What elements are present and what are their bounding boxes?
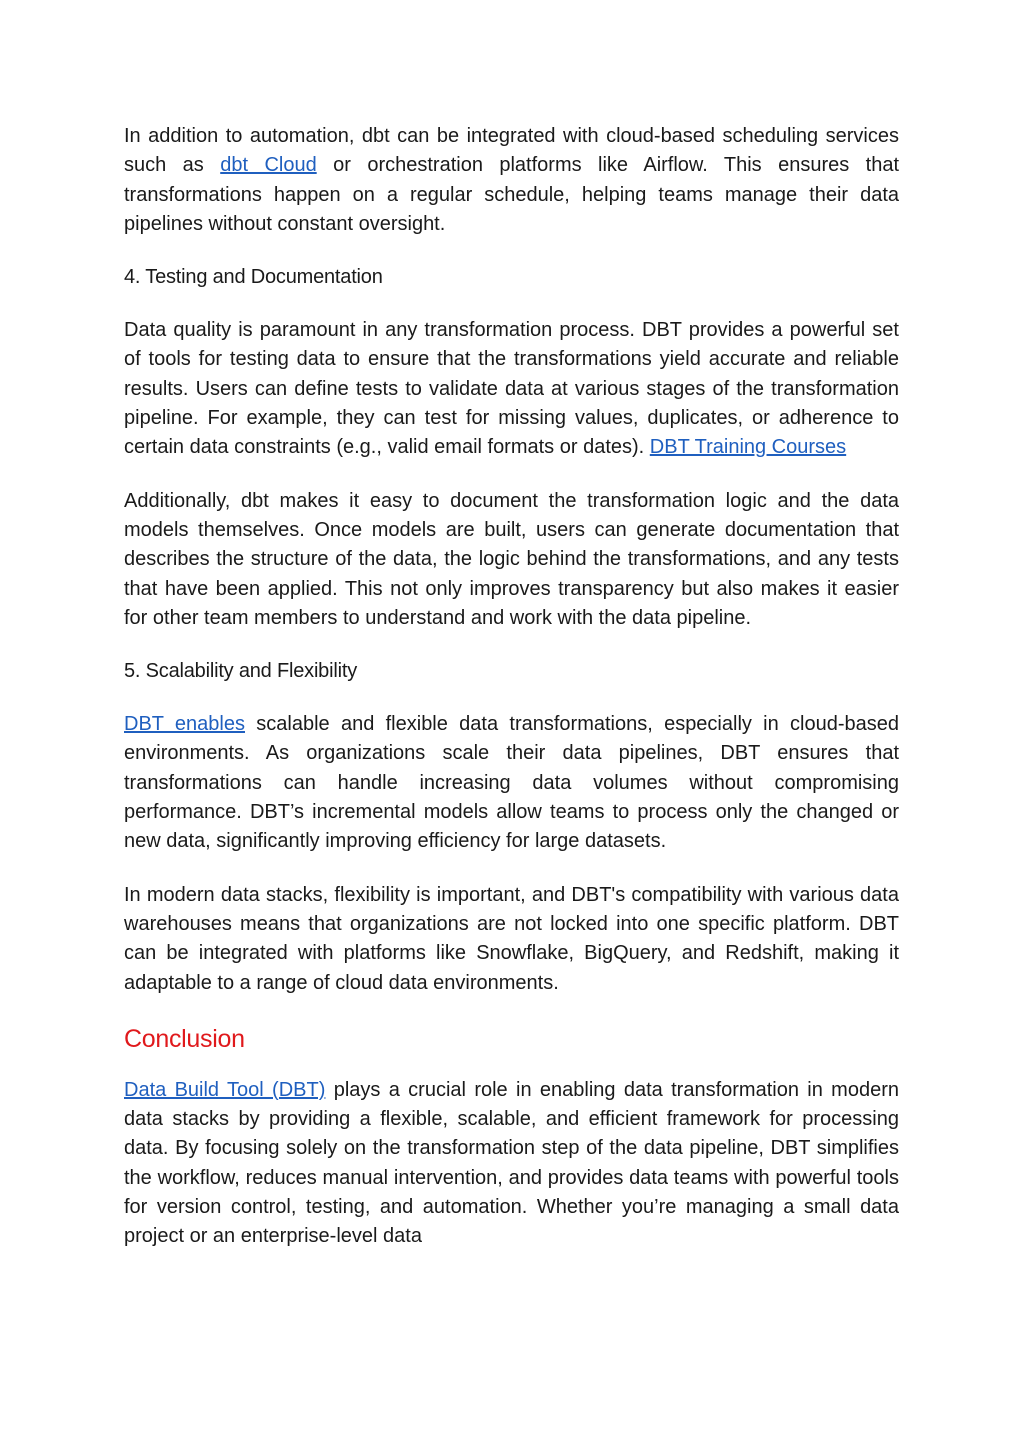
document-page (124, 122, 899, 1276)
dbt-cloud-link[interactable]: dbt Cloud (220, 154, 317, 177)
paragraph-text: or orchestration platforms like Airflow. This ensures that transformations happen on a regular schedule, helping teams manage their data pipelines without constant oversight. (124, 154, 900, 235)
paragraph-text: In addition to automation, dbt can be integrated with cloud-based scheduling services such as (124, 125, 899, 177)
paragraph-conclusion (124, 1076, 899, 1252)
paragraph-documentation: Additionally, dbt makes it easy to document the transformation logic and the data models themselves. Once models are built, users can generate documentation that describes the structure of the data, the logic behind the transformations, and any tests that have been applied. This not only improves transparency but also makes it easier for other team members to understand and work with the data pipeline. (124, 489, 899, 629)
paragraph-data-quality (124, 316, 899, 462)
dbt-enables-link[interactable]: DBT enables (124, 713, 245, 736)
paragraph-automation (124, 122, 899, 239)
dbt-training-courses-link[interactable]: DBT Training Courses (649, 436, 847, 459)
data-build-tool-link[interactable]: Data Build Tool (DBT) (124, 1078, 326, 1101)
section-heading-scalability: 5. Scalability and Flexibility (124, 660, 357, 683)
paragraph-scalability (124, 710, 899, 856)
paragraph-text: Data quality is paramount in any transformation process. DBT provides a powerful set of tools for testing data to ensure that the transformations yield accurate and reliable results. Users can define tests to validate data at various stages of the transformation pipeline. For example, they can test for missing values, duplicates, or adherence to certain data constraints (e.g., valid email formats or dates). (124, 319, 899, 459)
paragraph-text: scalable and flexible data transformations, especially in cloud-based environments. As organizations scale their data pipelines, DBT ensures that transformations can handle increasing data volumes without compromising performance. DBT’s incremental models allow teams to process only the changed or new data, significantly improving efficiency for large datasets. (124, 713, 899, 853)
paragraph-text: plays a crucial role in enabling data transformation in modern data stacks by providing a flexible, scalable, and efficient framework for processing data. By focusing solely on the transformation step of the data pipeline, DBT simplifies the workflow, reduces manual intervention, and provides data teams with powerful tools for version control, testing, and automation. Whether you’re managing a small data project or an enterprise-level data (124, 1078, 899, 1248)
conclusion-heading: Conclusion (124, 1024, 245, 1053)
paragraph-flexibility: In modern data stacks, flexibility is important, and DBT's compatibility with various data warehouses means that organizations are not locked into one specific platform. DBT can be integrated with platforms like Snowflake, BigQuery, and Redshift, making it adaptable to a range of cloud data environments. (124, 883, 899, 994)
section-heading-testing: 4. Testing and Documentation (124, 266, 383, 289)
